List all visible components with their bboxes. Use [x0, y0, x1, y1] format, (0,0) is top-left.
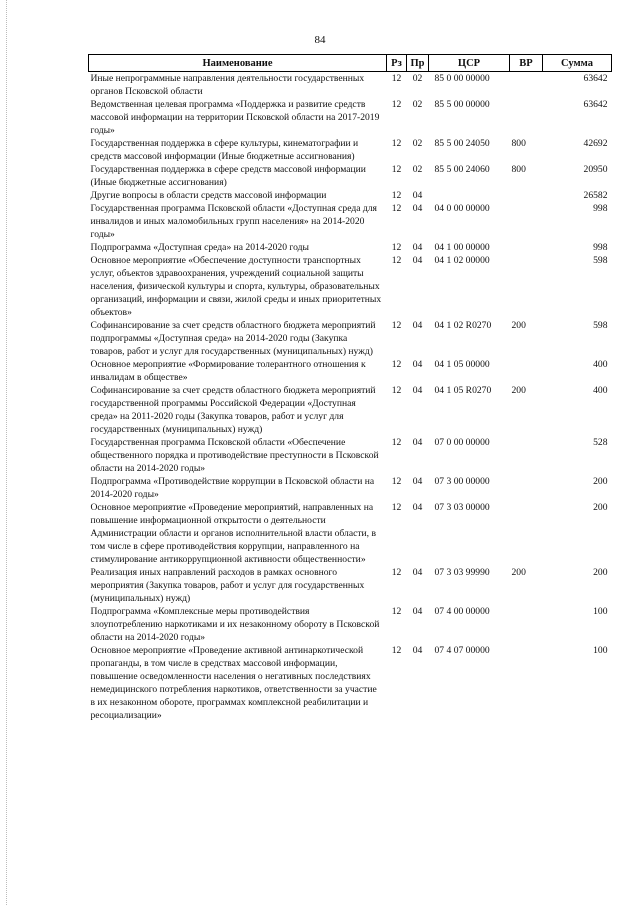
row-pr: 04: [412, 359, 423, 370]
row-pr: 04: [412, 255, 423, 266]
table-row: [89, 98, 612, 137]
row-rz: 12: [391, 99, 402, 110]
row-sum: 200: [593, 567, 608, 578]
table-row: [89, 644, 612, 722]
row-rz: 12: [391, 437, 402, 448]
table-row: [89, 189, 612, 202]
row-pr: 04: [412, 567, 423, 578]
row-vr: 800: [511, 138, 526, 149]
row-sum: 998: [593, 203, 608, 214]
row-sum: 42692: [583, 138, 608, 149]
row-vr: [510, 501, 543, 566]
page-edge-line: [6, 0, 7, 905]
row-pr: 04: [412, 476, 423, 487]
row-vr: [510, 202, 543, 241]
row-sum: 528: [593, 437, 608, 448]
row-name: Основное мероприятие «Обеспечение доступности транспортных услуг, объектов здравоохранения, учреждений социальной защиты населения, физической культуры и спорта, культуры, образовательных организаций, информации и связи, жилой среды и иных приоритетных объектов»: [90, 255, 382, 318]
row-rz: 12: [391, 190, 402, 201]
row-name: Основное мероприятие «Формирование толерантного отношения к инвалидам в обществе»: [90, 359, 366, 383]
header-name: Наименование: [89, 55, 387, 72]
row-rz: 12: [391, 73, 402, 84]
row-rz: 12: [391, 385, 402, 396]
row-vr: 800: [511, 164, 526, 175]
table-row: [89, 319, 612, 358]
row-pr: 04: [412, 242, 423, 253]
header-csr: ЦСР: [429, 55, 510, 72]
row-vr: [510, 475, 543, 501]
row-vr: [510, 605, 543, 644]
row-csr: 04 1 02 R0270: [434, 320, 492, 331]
row-rz: 12: [391, 502, 402, 513]
row-pr: 04: [412, 203, 423, 214]
row-rz: 12: [391, 606, 402, 617]
row-sum: 598: [593, 320, 608, 331]
row-sum: 63642: [583, 99, 608, 110]
row-name: Подпрограмма «Комплексные меры противодействия злоупотреблению наркотиками и их незаконному обороту в Псковской области на 2014-2020 годы»: [90, 606, 380, 643]
row-name: Подпрограмма «Доступная среда» на 2014-2020 годы: [90, 242, 309, 253]
row-name: Ведомственная целевая программа «Поддержка и развитие средств массовой информации на территории Псковской области на 2017-2019 годы»: [90, 99, 380, 136]
page-number: 84: [314, 34, 326, 46]
row-sum: 400: [593, 359, 608, 370]
row-pr: 04: [412, 606, 423, 617]
row-pr: 02: [412, 73, 423, 84]
row-rz: 12: [391, 476, 402, 487]
row-name: Другие вопросы в области средств массовой информации: [90, 190, 327, 201]
row-name: Реализация иных направлений расходов в рамках основного мероприятия (Закупка товаров, работ и услуг для государственных (муниципальных) нужд): [90, 567, 365, 604]
header-rz: Рз: [387, 55, 407, 72]
row-rz: 12: [391, 138, 402, 149]
row-csr: 04 1 02 00000: [434, 255, 490, 266]
row-pr: 02: [412, 138, 423, 149]
table-body: [89, 72, 612, 723]
header-vr: ВР: [510, 55, 543, 72]
row-csr: 85 5 00 24050: [434, 138, 490, 149]
row-csr: 85 5 00 00000: [434, 99, 490, 110]
row-sum: 100: [593, 645, 608, 656]
row-vr: [510, 72, 543, 99]
row-sum: 598: [593, 255, 608, 266]
table-header: [89, 55, 612, 72]
row-csr: 04 1 00 00000: [434, 242, 490, 253]
table-row: [89, 605, 612, 644]
table-row: [89, 72, 612, 99]
row-name: Основное мероприятие «Проведение мероприятий, направленных на повышение информационной открытости о деятельности Администрации области и органов исполнительной власти области, в том числе в сфере противодействия коррупции, направленного на стимулирование антикоррупционной активности общественности»: [90, 502, 377, 565]
row-sum: 20950: [583, 164, 608, 175]
table-row: [89, 501, 612, 566]
table-row: [89, 137, 612, 163]
row-csr: 07 3 00 00000: [434, 476, 490, 487]
row-rz: 12: [391, 203, 402, 214]
row-name: Иные непрограммные направления деятельности государственных органов Псковской области: [90, 73, 365, 97]
row-name: Софинансирование за счет средств областного бюджета мероприятий государственной программы Российской Федерации «Доступная среда» на 2011-2020 годы (Закупка товаров, работ и услуг для государственных (муниципальных) нужд): [90, 385, 376, 435]
table-row: [89, 163, 612, 189]
row-vr: [510, 254, 543, 319]
row-name: Основное мероприятие «Проведение активной антинаркотической пропаганды, в том числе в средствах массовой информации, повышение осведомленности населения о негативных последствиях немедицинского потребления наркотиков, ответственности за участие в их незаконном обороте, программах комплексной реабилитации и ресоциализации»: [90, 645, 377, 721]
table-row: [89, 241, 612, 254]
row-vr: [510, 98, 543, 137]
row-csr: 07 3 03 99990: [434, 567, 490, 578]
row-csr: 04 1 05 00000: [434, 359, 490, 370]
row-sum: 200: [593, 476, 608, 487]
row-pr: 04: [412, 502, 423, 513]
row-vr: 200: [511, 567, 526, 578]
row-rz: 12: [391, 242, 402, 253]
table-row: [89, 358, 612, 384]
row-vr: [510, 189, 543, 202]
row-sum: 63642: [583, 73, 608, 84]
row-sum: 200: [593, 502, 608, 513]
table-row: [89, 202, 612, 241]
table-row: [89, 254, 612, 319]
row-sum: 400: [593, 385, 608, 396]
row-sum: 26582: [583, 190, 608, 201]
row-csr: 04 1 05 R0270: [434, 385, 492, 396]
row-csr: 85 5 00 24060: [434, 164, 490, 175]
row-name: Государственная поддержка в сфере культуры, кинематографии и средств массовой информации (Иные бюджетные ассигнования): [90, 138, 359, 162]
row-csr: 07 0 00 00000: [434, 437, 490, 448]
row-rz: 12: [391, 320, 402, 331]
row-name: Подпрограмма «Противодействие коррупции в Псковской области на 2014-2020 годы»: [90, 476, 375, 500]
row-vr: [510, 436, 543, 475]
row-name: Государственная программа Псковской области «Доступная среда для инвалидов и иных маломобильных групп населения» на 2014-2020 годы»: [90, 203, 377, 240]
row-csr: 04 0 00 00000: [434, 203, 490, 214]
row-rz: 12: [391, 645, 402, 656]
row-pr: 02: [412, 99, 423, 110]
row-name: Государственная программа Псковской области «Обеспечение общественного порядка и противодействие преступности в Псковской области на 2014-2020 годы»: [90, 437, 379, 474]
row-csr: 07 3 03 00000: [434, 502, 490, 513]
row-vr: [510, 644, 543, 722]
row-csr: 85 0 00 00000: [434, 73, 490, 84]
header-sum: Сумма: [543, 55, 612, 72]
row-pr: 02: [412, 164, 423, 175]
row-rz: 12: [391, 164, 402, 175]
row-sum: 100: [593, 606, 608, 617]
row-pr: 04: [412, 385, 423, 396]
row-pr: 04: [412, 437, 423, 448]
row-csr: 07 4 00 00000: [434, 606, 490, 617]
row-csr: 07 4 07 00000: [434, 645, 490, 656]
row-pr: 04: [412, 645, 423, 656]
row-pr: 04: [412, 320, 423, 331]
row-csr: [429, 189, 510, 202]
row-rz: 12: [391, 255, 402, 266]
row-rz: 12: [391, 359, 402, 370]
table-row: [89, 475, 612, 501]
row-vr: [510, 241, 543, 254]
row-vr: 200: [511, 385, 526, 396]
row-vr: [510, 358, 543, 384]
header-pr: Пр: [407, 55, 429, 72]
table-row: [89, 384, 612, 436]
row-name: Софинансирование за счет средств областного бюджета мероприятий подпрограммы «Доступная среда» на 2014-2020 годы (Закупка товаров, работ и услуг для государственных (муниципальных) нужд): [90, 320, 376, 357]
table-row: [89, 436, 612, 475]
table-row: [89, 566, 612, 605]
budget-table: [88, 54, 612, 722]
row-vr: 200: [511, 320, 526, 331]
row-name: Государственная поддержка в сфере средств массовой информации (Иные бюджетные ассигнования): [90, 164, 366, 188]
row-pr: 04: [412, 190, 423, 201]
row-sum: 998: [593, 242, 608, 253]
row-rz: 12: [391, 567, 402, 578]
